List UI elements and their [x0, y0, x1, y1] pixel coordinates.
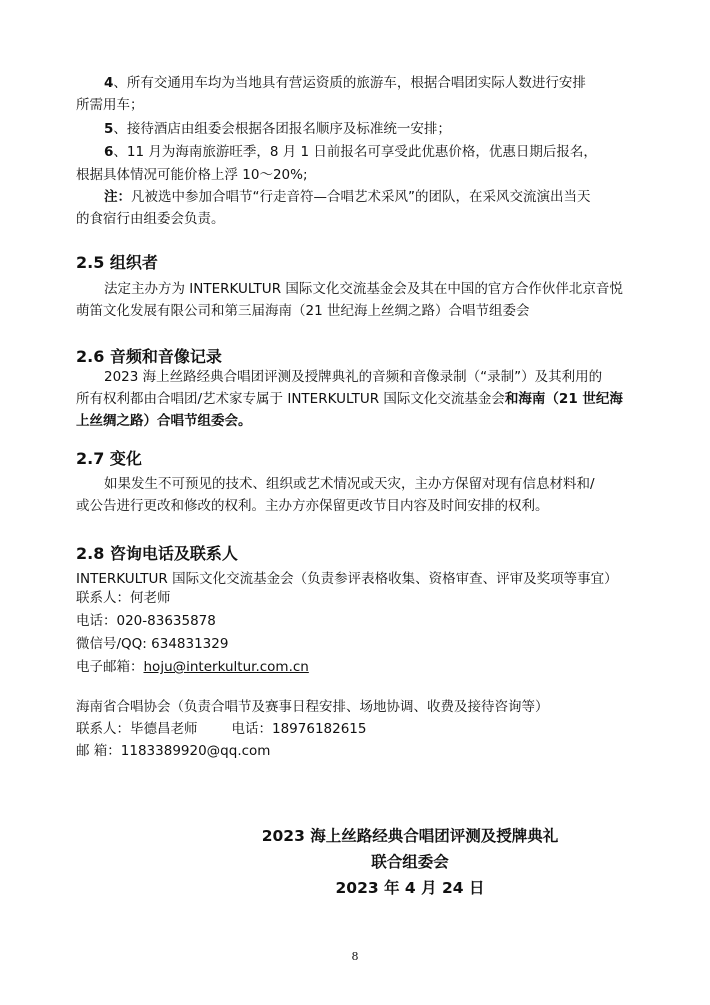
section-2-7-line-1: 如果发生不可预见的技术、组织或艺术情况或天灾，主办方保留对现有信息材料和/	[104, 476, 595, 492]
footer-date: 2023 年 4 月 24 日	[335, 879, 485, 897]
email-2: 邮 箱：1183389920@qq.com	[76, 743, 271, 759]
contact-2	[76, 719, 366, 739]
phone-2: 电话：18976182615	[231, 721, 367, 737]
phone-1: 电话：020-83635878	[76, 613, 216, 629]
footer-title: 2023 海上丝路经典合唱团评测及授牌典礼	[261, 827, 559, 845]
org-1-description: INTERKULTUR 国际文化交流基金会（负责参评表格收集、资格审查、评审及奖项等事宜）	[76, 571, 618, 587]
item-6-text: 、11 月为海南旅游旺季，8 月 1 日前报名可享受此优惠价格，优惠日期后报名，	[113, 144, 597, 160]
note-label: 注：	[104, 189, 131, 205]
section-2-6-line-3: 上丝绸之路）合唱节组委会。	[76, 413, 252, 429]
email-1-link[interactable]: hoju@interkultur.com.cn	[143, 659, 309, 675]
item-6-number: 6	[104, 144, 114, 160]
item-4-number: 4	[104, 75, 114, 91]
note	[76, 187, 591, 207]
footer-committee: 联合组委会	[371, 853, 449, 871]
item-6-continuation: 根据具体情况可能价格上浮 10～20%;	[76, 167, 308, 183]
section-2-5-heading: 2.5 组织者	[76, 253, 158, 272]
section-2-6-heading: 2.6 音频和音像记录	[76, 347, 222, 366]
section-2-5-line-2: 萌笛文化发展有限公司和第三届海南（21 世纪海上丝绸之路）合唱节组委会	[76, 303, 530, 319]
section-2-6-line-1: 2023 海上丝路经典合唱团评测及授牌典礼的音频和音像录制（“录制”）及其利用的	[104, 369, 603, 385]
item-5-text: 、接待酒店由组委会根据各团报名顺序及标准统一安排；	[113, 121, 451, 137]
item-5	[76, 119, 451, 139]
item-4	[76, 73, 586, 93]
org-2-description: 海南省合唱协会（负责合唱节及赛事日程安排、场地协调、收费及接待咨询等）	[76, 699, 549, 715]
section-2-8-heading: 2.8 咨询电话及联系人	[76, 544, 238, 563]
page-number: 8	[351, 950, 359, 963]
item-4-continuation: 所需用车；	[76, 97, 144, 113]
section-2-6-line-2-bold: 和海南（21 世纪海	[504, 391, 623, 407]
section-2-6-line-2	[76, 389, 623, 409]
section-2-6-line-2-plain: 所有权利都由合唱团/艺术家专属于 INTERKULTUR 国际文化交流基金会	[76, 391, 505, 407]
email-1	[76, 657, 309, 677]
section-2-5-line-1: 法定主办方为 INTERKULTUR 国际文化交流基金会及其在中国的官方合作伙伴北京音悦	[104, 281, 623, 297]
note-continuation: 的食宿行由组委会负责。	[76, 211, 225, 227]
contact-1: 联系人：何老师	[76, 590, 171, 606]
section-2-7-heading: 2.7 变化	[76, 449, 142, 468]
wechat-qq-1: 微信号/QQ: 634831329	[76, 636, 229, 652]
item-5-number: 5	[104, 121, 114, 137]
email-1-label: 电子邮箱：	[76, 659, 144, 675]
note-text: 凡被选中参加合唱节“行走音符—合唱艺术采风”的团队，在采风交流演出当天	[131, 189, 591, 205]
item-6	[76, 142, 597, 162]
section-2-7-line-2: 或公告进行更改和修改的权利。主办方亦保留更改节目内容及时间安排的权利。	[76, 498, 549, 514]
item-4-text: 、所有交通用车均为当地具有营运资质的旅游车，根据合唱团实际人数进行安排	[113, 75, 586, 91]
contact-2-name: 联系人：毕德昌老师	[76, 721, 198, 737]
